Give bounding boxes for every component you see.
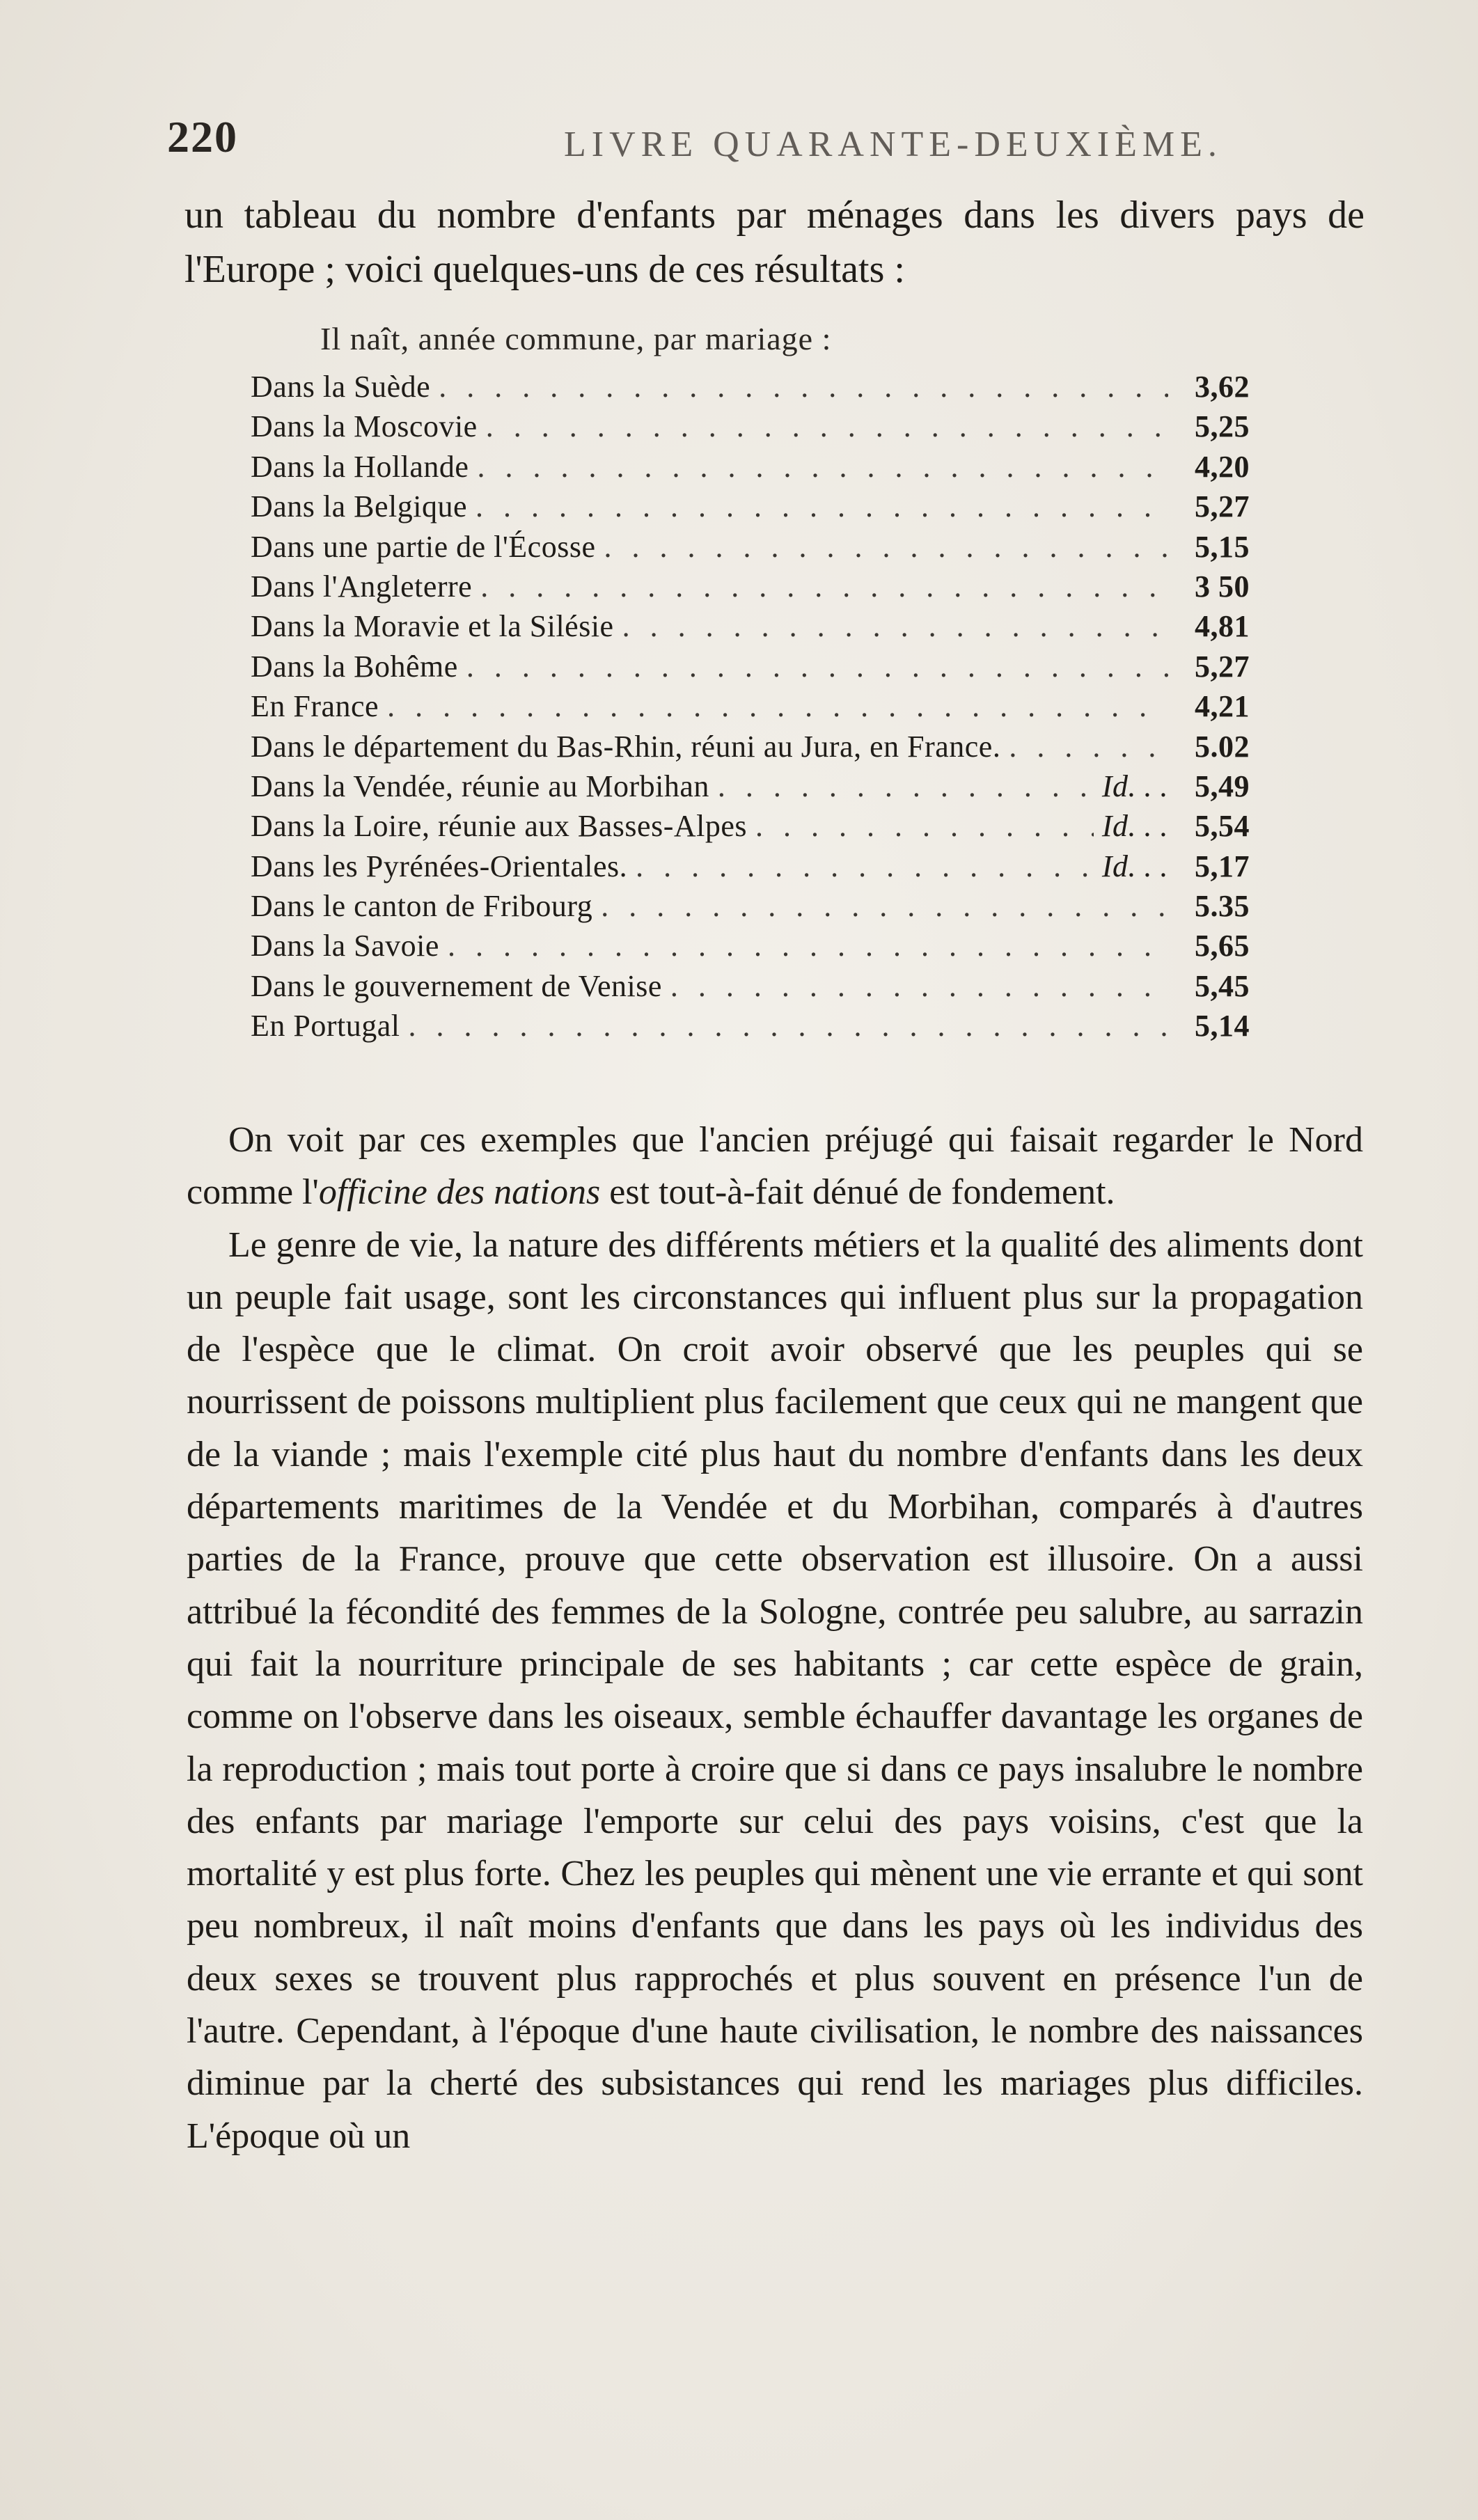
- row-value: 5,15: [1195, 529, 1250, 564]
- row-value: 4,81: [1195, 609, 1250, 644]
- dot-leader: [486, 409, 1168, 444]
- row-label: Dans la Belgique: [251, 489, 468, 524]
- row-label: En France: [251, 689, 379, 724]
- row-value: 5,27: [1195, 649, 1250, 684]
- row-label: Dans la Moscovie: [251, 409, 478, 444]
- intro-paragraph: un tableau du nombre d'enfants par ménages dans les divers pays de l'Europe ; voici quelques-uns de ces résultats :: [184, 194, 1365, 291]
- table-row: [251, 489, 1250, 528]
- row-value: 5.35: [1195, 889, 1250, 924]
- dot-leader: [622, 608, 1168, 644]
- table-row: [251, 888, 1250, 928]
- row-label: Dans la Loire, réunie aux Basses-Alpes: [251, 809, 748, 844]
- body-text: [187, 1114, 1363, 2162]
- dot-leader: [636, 849, 1094, 884]
- table-row: [251, 449, 1250, 489]
- running-head: LIVRE QUARANTE-DEUXIÈME.: [564, 125, 1223, 164]
- dot-leader: [1009, 729, 1168, 764]
- row-label: En Portugal: [251, 1009, 400, 1044]
- dot-leader: [755, 808, 1094, 844]
- row-value: 5.02: [1195, 729, 1250, 764]
- row-label: Dans le gouvernement de Venise: [251, 968, 662, 1003]
- row-label: Dans une partie de l'Écosse: [251, 529, 596, 564]
- table-row: [251, 769, 1250, 808]
- row-value: 5,27: [1195, 489, 1250, 524]
- row-label: Dans le canton de Fribourg: [251, 889, 593, 924]
- dot-leader: [466, 649, 1168, 684]
- table-row: [251, 1008, 1250, 1048]
- dot-leader: [408, 1008, 1168, 1044]
- row-value: 5,17: [1195, 849, 1250, 883]
- row-label: Dans la Hollande: [251, 449, 469, 484]
- dot-leader: [475, 489, 1168, 524]
- row-label: Dans les Pyrénées-Orientales.: [251, 849, 628, 883]
- row-value: 4,20: [1195, 449, 1250, 484]
- paragraph-1-italic: officine des nations: [318, 1172, 601, 1213]
- table-row: [251, 409, 1250, 448]
- table-row: [251, 529, 1250, 569]
- row-value: 3 50: [1195, 569, 1250, 604]
- table-row: [251, 649, 1250, 688]
- paragraph-1-before: On voit par ces exemples que l'ancien préjugé qui faisait regarder le Nord comme l': [187, 1120, 1363, 1213]
- births-per-marriage-table: [251, 369, 1250, 1048]
- row-label: Dans le département du Bas-Rhin, réuni au Jura, en France.: [251, 729, 1001, 764]
- row-value: 5,65: [1195, 929, 1250, 963]
- paragraph-1: [187, 1114, 1363, 1219]
- table-row: [251, 608, 1250, 648]
- row-value: 5,54: [1195, 809, 1250, 844]
- paragraph-2: Le genre de vie, la nature des différents métiers et la qualité des aliments dont un peuple fait usage, sont les circonstances qui influent plus sur la propagation de l'espèce que le climat. On croit avoir observé que les peuples qui se nourrissent de poissons multiplient plus facilement que ceux qui ne mangent que de la viande ; mais l'exemple cité plus haut du nombre d'enfants dans les deux départements maritimes de la Vendée et du Morbihan, comparés à d'autres parties de la France, prouve que cette observation est illusoire. On a aussi attribué la fécondité des femmes de la Sologne, contrée peu salubre, au sarrazin qui fait la nourriture principale de ses habitants ; car cette espèce de grain, comme on l'observe dans les oiseaux, semble échauffer davantage les organes de la reproduction ; mais tout porte à croire que si dans ce pays insalubre le nombre des enfants par mariage l'emporte sur celui des pays voisins, c'est que la mortalité y est plus forte. Chez les peuples qui mènent une vie errante et qui sont peu nombreux, il naît moins d'enfants que dans les pays où les individus des deux sexes se trouvent plus rapprochés et plus souvent en présence l'un de l'autre. Cependant, à l'époque d'une haute civilisation, le nombre des naissances diminue par la cherté des subsistances qui rend les mariages plus difficiles. L'époque où un: [187, 1224, 1363, 2156]
- dot-leader: [387, 688, 1168, 724]
- row-value: 3,62: [1195, 370, 1250, 404]
- page-number: 220: [167, 112, 238, 162]
- dot-leader: [480, 569, 1168, 604]
- page-header: [167, 111, 1365, 174]
- row-label: Dans la Suède: [251, 370, 431, 404]
- dot-leader: [477, 449, 1168, 485]
- row-value: 4,21: [1195, 689, 1250, 724]
- paragraph-1-after: est tout-à-fait dénué de fondement.: [600, 1172, 1115, 1213]
- table-row: [251, 569, 1250, 608]
- table-row: [251, 688, 1250, 728]
- table-row: [251, 369, 1250, 409]
- dot-leader: [439, 369, 1168, 404]
- dot-leader: [670, 968, 1168, 1004]
- row-reference: Id. . .: [1101, 809, 1168, 844]
- row-value: 5,49: [1195, 769, 1250, 803]
- dot-leader: [604, 529, 1168, 565]
- row-value: 5,25: [1195, 409, 1250, 444]
- row-value: 5,14: [1195, 1009, 1250, 1044]
- row-reference: Id. . .: [1101, 769, 1168, 803]
- row-reference: Id. . .: [1101, 849, 1168, 883]
- row-value: 5,45: [1195, 968, 1250, 1003]
- table-row: [251, 928, 1250, 968]
- row-label: Dans la Bohême: [251, 649, 458, 684]
- row-label: Dans l'Angleterre: [251, 569, 473, 604]
- table-row: [251, 729, 1250, 769]
- row-label: Dans la Moravie et la Silésie: [251, 609, 614, 644]
- row-label: Dans la Vendée, réunie au Morbihan: [251, 769, 709, 803]
- dot-leader: [448, 928, 1168, 963]
- table-row: [251, 968, 1250, 1008]
- table-row: [251, 849, 1250, 888]
- row-label: Dans la Savoie: [251, 929, 439, 963]
- dot-leader: [601, 888, 1168, 924]
- table-row: [251, 808, 1250, 848]
- dot-leader: [718, 769, 1094, 804]
- table-lead: Il naît, année commune, par mariage :: [320, 321, 832, 356]
